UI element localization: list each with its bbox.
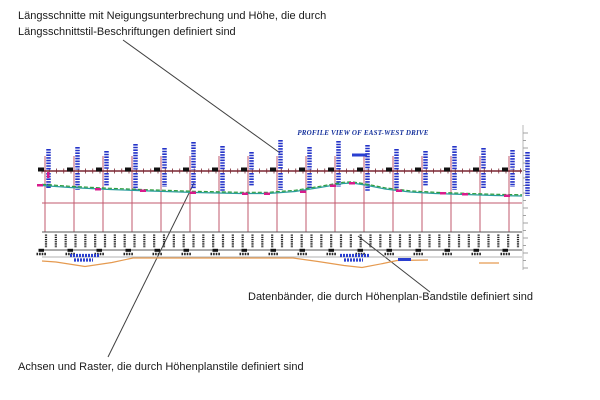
profile-view-title: PROFILE VIEW OF EAST-WEST DRIVE [297, 129, 429, 137]
data-band [37, 232, 523, 257]
right-border-ticks [523, 125, 528, 270]
callout-profiles-line1: Längsschnitte mit Neigungsunterbrechung und Höhe, die durch [18, 10, 327, 22]
curve-indicator-icon [352, 154, 367, 157]
station-labels [49, 140, 528, 196]
callout-profiles-line2: Längsschnittstil-Beschriftungen definiert sind [18, 26, 236, 38]
callout-bands: Datenbänder, die durch Höhenplan-Bandstile definiert sind [248, 291, 533, 303]
callout-axes: Achsen und Raster, die durch Höhenplanstile definiert sind [18, 361, 304, 373]
leader-lines [108, 40, 430, 357]
